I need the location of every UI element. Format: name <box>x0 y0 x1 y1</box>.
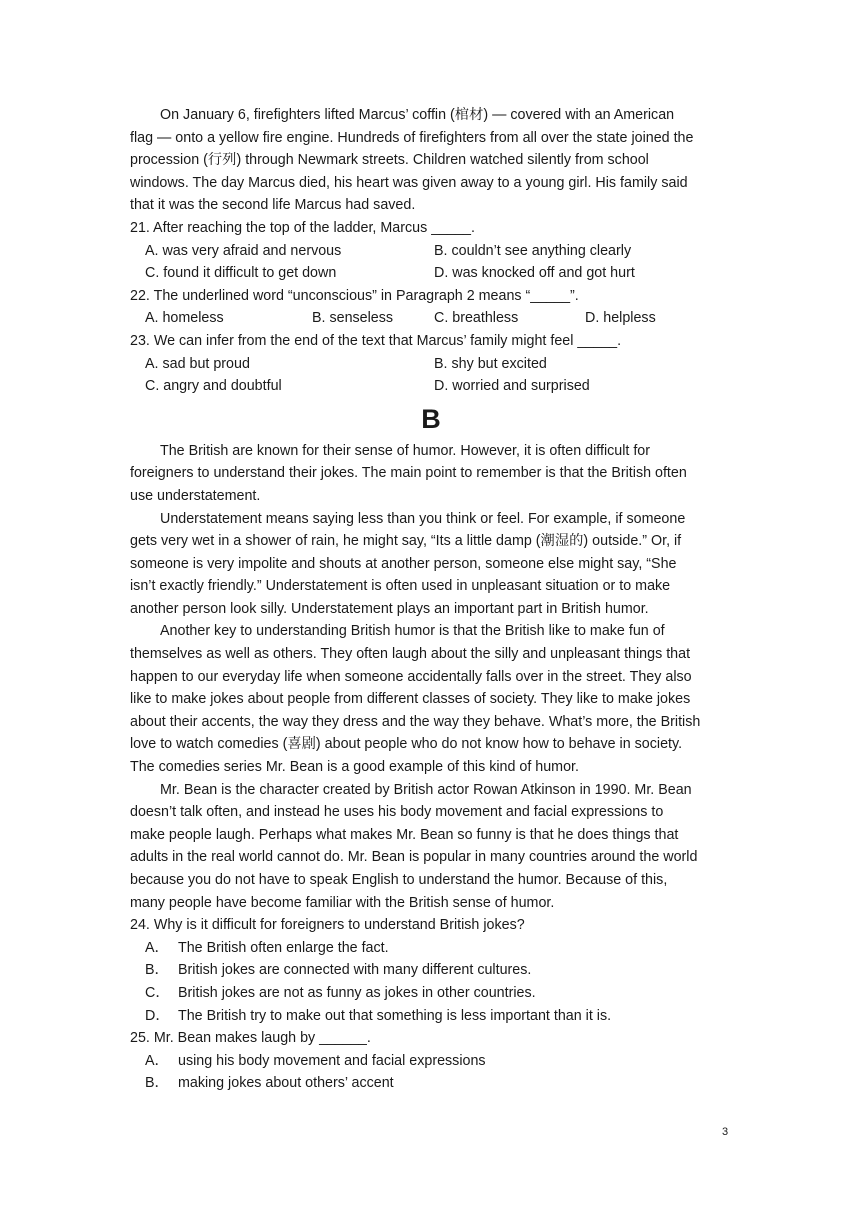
option-c <box>130 982 732 1005</box>
text-line: gets very wet in a shower of rain, he might say, “Its a little damp (潮湿的) outside.” Or, if <box>130 533 682 550</box>
question-24 <box>130 914 732 1027</box>
page-content <box>130 104 732 1095</box>
text-line: The British are known for their sense of humor. However, it is often difficult for <box>160 442 651 459</box>
text-line: like to make jokes about people from different classes of society. They like to make jokes <box>130 691 691 708</box>
text-line: adults in the real world cannot do. Mr. Bean is popular in many countries around the world <box>130 849 698 866</box>
text-line: love to watch comedies (喜剧) about people who do not know how to behave in society. <box>130 736 683 753</box>
paragraph <box>130 620 732 778</box>
option-row <box>130 262 732 285</box>
question-21 <box>130 217 732 285</box>
text-line: about their accents, the way they dress and the way they behave. What’s more, the British <box>130 713 701 730</box>
option-a: A. homeless <box>145 310 224 327</box>
option-d: D. helpless <box>585 310 656 327</box>
question-23 <box>130 330 732 398</box>
option-letter: B． <box>145 962 169 979</box>
text-line: foreigners to understand their jokes. The main point to remember is that the British often <box>130 465 687 482</box>
text-line: someone is very impolite and shouts at another person, someone else might say, “She <box>130 555 677 572</box>
text-line: procession (行列) through Newmark streets. Children watched silently from school <box>130 152 649 169</box>
option-d: D. worried and surprised <box>434 378 590 395</box>
option-a <box>130 1050 732 1073</box>
question-25 <box>130 1027 732 1095</box>
option-b: B. couldn’t see anything clearly <box>434 242 632 259</box>
question-stem: 22. The underlined word “unconscious” in Paragraph 2 means “_____”. <box>130 287 579 304</box>
text-line: Understatement means saying less than you think or feel. For example, if someone <box>160 510 686 527</box>
option-letter: B． <box>145 1075 169 1092</box>
text-line: windows. The day Marcus died, his heart was given away to a young girl. His family said <box>130 174 688 191</box>
text-line: make people laugh. Perhaps what makes Mr. Bean so funny is that he does things that <box>130 826 679 843</box>
paragraph <box>130 440 732 508</box>
option-row <box>130 353 732 376</box>
option-d <box>130 1005 732 1028</box>
option-row <box>130 240 732 263</box>
text-line: use understatement. <box>130 487 261 504</box>
option-letter: C． <box>145 984 170 1001</box>
option-text: British jokes are connected with many different cultures. <box>178 962 532 979</box>
text-line: another person look silly. Understatement plays an important part in British humor. <box>130 600 649 617</box>
option-letter: A． <box>145 939 169 956</box>
text-line: flag — onto a yellow fire engine. Hundreds of firefighters from all over the state joined the <box>130 129 694 146</box>
option-text: making jokes about others’ accent <box>178 1075 394 1092</box>
option-text: The British try to make out that something is less important than it is. <box>178 1007 612 1024</box>
option-b <box>130 1072 732 1095</box>
question-stem: 23. We can infer from the end of the text that Marcus’ family might feel _____. <box>130 332 622 349</box>
text-line: because you do not have to speak English to understand the humor. Because of this, <box>130 872 668 888</box>
paragraph <box>130 779 732 915</box>
paragraph <box>130 508 732 621</box>
option-c: C. angry and doubtful <box>145 378 282 395</box>
option-c: C. found it difficult to get down <box>145 265 337 282</box>
text-line: Mr. Bean is the character created by British actor Rowan Atkinson in 1990. Mr. Bean <box>160 781 692 798</box>
passage-b <box>130 440 732 914</box>
option-b <box>130 959 732 982</box>
option-row <box>130 375 732 398</box>
option-a <box>130 937 732 960</box>
text-line: isn’t exactly friendly.” Understatement is often used in unpleasant situation or to make <box>130 578 671 595</box>
option-text: using his body movement and facial expressions <box>178 1052 486 1069</box>
section-heading: B <box>421 403 441 434</box>
text-line: many people have become familiar with the British sense of humor. <box>130 894 555 911</box>
option-text: British jokes are not as funny as jokes in other countries. <box>178 984 536 1001</box>
text-line: On January 6, firefighters lifted Marcus’ coffin (棺材) — covered with an American <box>160 107 675 123</box>
text-line: that it was the second life Marcus had saved. <box>130 197 416 214</box>
text-line: happen to our everyday life when someone accidentally falls over in the street. They also <box>130 668 692 685</box>
option-letter: D． <box>145 1007 170 1024</box>
option-c: C. breathless <box>434 310 519 327</box>
passage-a-ending <box>130 104 732 217</box>
option-a: A. was very afraid and nervous <box>145 242 342 259</box>
text-line: The comedies series Mr. Bean is a good example of this kind of humor. <box>130 759 579 776</box>
option-a: A. sad but proud <box>145 355 250 372</box>
option-b: B. senseless <box>312 310 394 327</box>
page-number: 3 <box>722 1126 729 1138</box>
option-d: D. was knocked off and got hurt <box>434 265 635 282</box>
question-stem: 21. After reaching the top of the ladder, Marcus _____. <box>130 219 475 236</box>
option-b: B. shy but excited <box>434 355 547 372</box>
option-row <box>130 307 732 330</box>
question-22 <box>130 285 732 330</box>
text-line: doesn’t talk often, and instead he uses his body movement and facial expressions to <box>130 804 664 821</box>
text-line: themselves as well as others. They often laugh about the silly and unpleasant things that <box>130 646 691 663</box>
option-text: The British often enlarge the fact. <box>178 939 389 956</box>
question-stem: 24. Why is it difficult for foreigners to understand British jokes? <box>130 917 525 934</box>
option-letter: A． <box>145 1052 169 1069</box>
text-line: Another key to understanding British humor is that the British like to make fun of <box>160 623 665 640</box>
question-stem: 25. Mr. Bean makes laugh by ______. <box>130 1030 371 1047</box>
